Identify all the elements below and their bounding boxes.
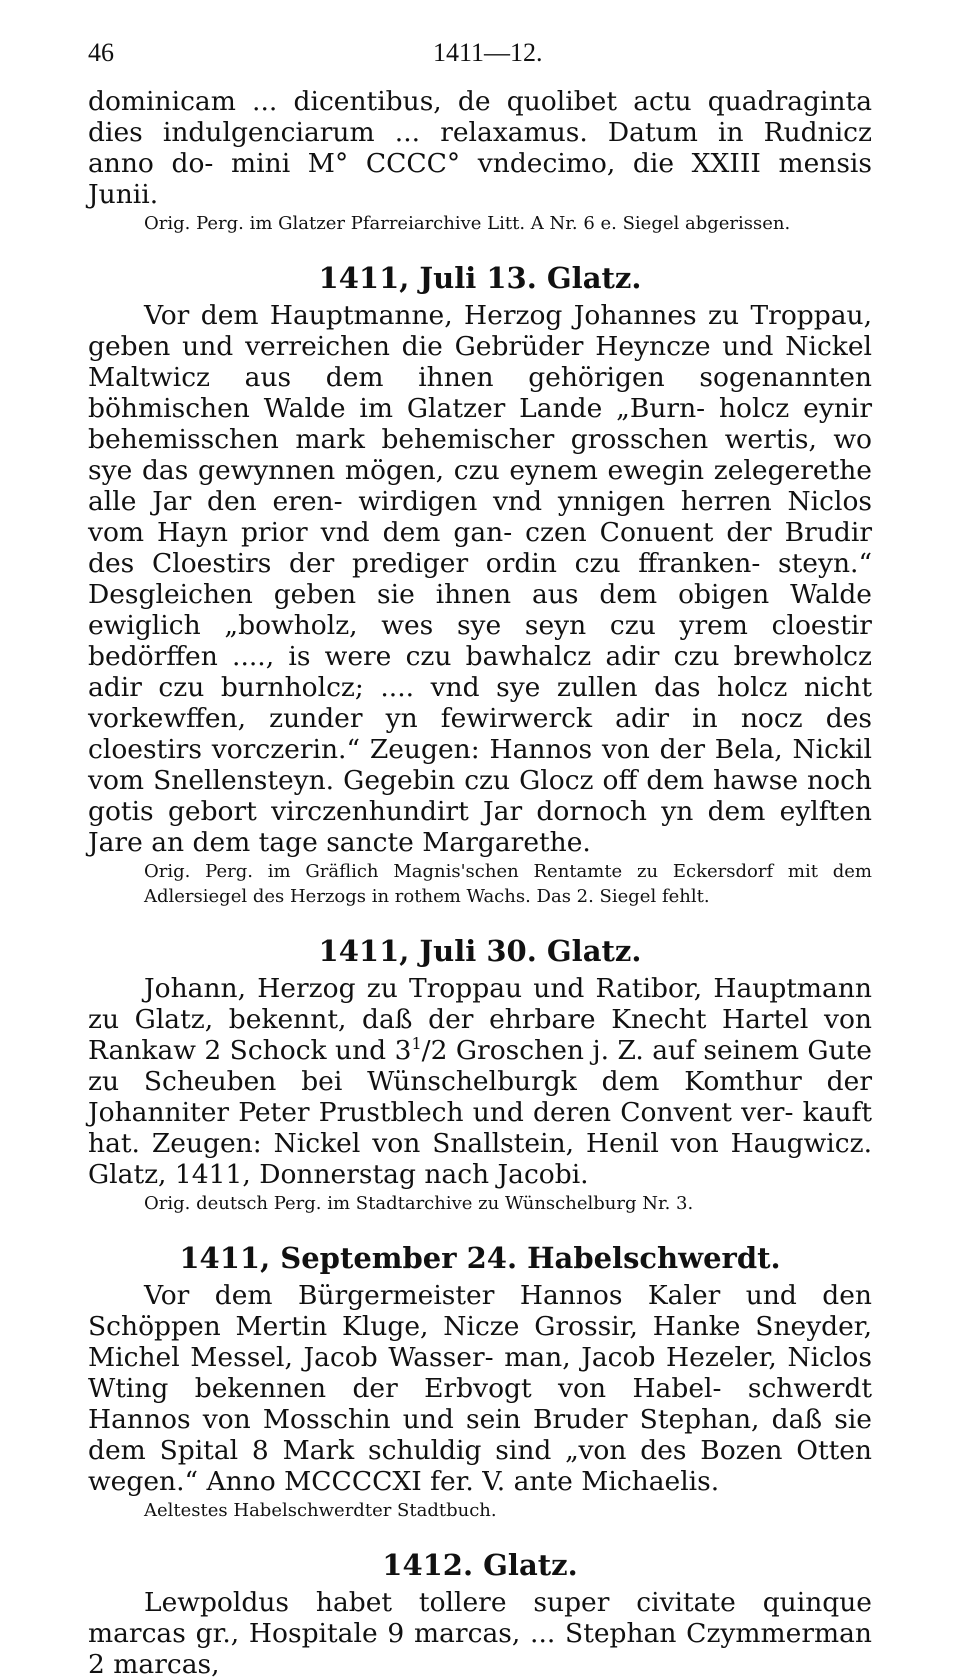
entry-heading: 1411, Juli 13. Glatz. bbox=[318, 261, 642, 295]
fraction-denominator: 2 bbox=[430, 1035, 448, 1066]
entry-1411-september bbox=[88, 1241, 872, 1523]
text-line: bekennt, daß der ehrbare Knecht Hartel von Rankaw 2 Schock und bbox=[88, 1004, 872, 1066]
entry-paragraph bbox=[88, 973, 872, 1190]
entry-1411-july-13 bbox=[88, 261, 872, 909]
text-line: holcz eynir behemisschen mark behemischer grosschen wertis, wo sye bbox=[88, 393, 872, 486]
text-line: dominicam ... dicentibus, de quolibet actu quadraginta dies bbox=[88, 86, 872, 148]
text-line: verreichen die Gebrüder Heyncze und Nickel Maltwicz aus dem ihnen bbox=[88, 331, 872, 393]
entry-heading: 1412. Glatz. bbox=[382, 1548, 578, 1582]
text-line: das gewynnen mögen, czu eynem ewegin zelegerethe alle Jar den eren- bbox=[88, 455, 872, 517]
text-line: wirdigen vnd ynnigen herren Niclos vom Hayn prior vnd dem gan- bbox=[88, 486, 872, 548]
text-line: man, Jacob Hezeler, Niclos Wting bekennen der Erbvogt von Habel- bbox=[88, 1342, 872, 1404]
source-note: Aeltestes Habelschwerdter Stadtbuch. bbox=[144, 1500, 497, 1521]
entry-1411-july-30 bbox=[88, 934, 872, 1216]
page-header bbox=[88, 34, 872, 78]
text-line: mini M° CCCC° vndecimo, die XXIII mensis Junii. bbox=[88, 148, 872, 210]
source-note: Orig. Perg. im Gräflich Magnis'schen Rentamte zu Eckersdorf mit dem Adlersiegel des Herzogs in rothem Wachs. Das 2. Siegel fehlt. bbox=[144, 861, 872, 907]
text-line: MCCCCXI fer. V. ante Michaelis. bbox=[284, 1466, 720, 1497]
entry-paragraph bbox=[88, 1587, 872, 1680]
entry-paragraph bbox=[88, 86, 872, 210]
text-line: Johann, Herzog zu Troppau und Ratibor, Hauptmann zu Glatz, bbox=[88, 973, 872, 1035]
entry-heading: 1411, September 24. Habelschwerdt. bbox=[179, 1241, 781, 1275]
text-line: Kluge, Nicze Grossir, Hanke Sneyder, Michel Messel, Jacob Wasser- bbox=[88, 1311, 872, 1373]
text-line: Lewpoldus habet tollere super civitate quinque marcas bbox=[88, 1587, 872, 1649]
text-line: virczenhundirt Jar dornoch yn dem eylften Jare an dem tage sancte bbox=[88, 796, 872, 858]
text-line: „bowholz, wes sye seyn czu yrem cloestir bedörffen ...., is were czu bbox=[88, 610, 872, 672]
text-line: indulgenciarum ... relaxamus. Datum in Rudnicz anno do- bbox=[88, 117, 872, 179]
entry-paragraph bbox=[88, 300, 872, 858]
document-page bbox=[88, 34, 872, 1680]
text-line: Margarethe. bbox=[422, 827, 591, 858]
entry-heading: 1411, Juli 30. Glatz. bbox=[318, 934, 642, 968]
page-number: 46 bbox=[88, 38, 114, 67]
text-line: schwerdt Hannos von Mosschin und sein Bruder Stephan, daß sie dem bbox=[88, 1373, 872, 1466]
text-line: gehörigen sogenannten böhmischen Walde im Glatzer Lande „Burn- bbox=[88, 362, 872, 424]
text-line: Snellensteyn. Gegebin czu Glocz off dem hawse noch gotis gebort bbox=[88, 765, 872, 827]
text-line: Vor dem Bürgermeister Hannos Kaler und den Schöppen Mertin bbox=[88, 1280, 872, 1342]
text-line: steyn.“ Desgleichen geben sie ihnen aus dem obigen Walde ewiglich bbox=[88, 548, 872, 641]
fraction-value: $3^1/2$ bbox=[394, 1034, 448, 1066]
entry-1411-june bbox=[88, 86, 872, 236]
text-line: 1411, Donnerstag nach Jacobi. bbox=[174, 1159, 589, 1190]
text-line: Spital 8 Mark schuldig sind „von des Bozen Otten wegen.“ Anno bbox=[88, 1435, 872, 1497]
entry-1412 bbox=[88, 1548, 872, 1680]
fraction-whole: 3 bbox=[394, 1035, 412, 1066]
text-line: das holcz nicht vorkewffen, zunder yn fewirwerck adir in nocz des bbox=[88, 672, 872, 734]
text-line: czen Conuent der Brudir des Cloestirs der prediger ordin czu ffranken- bbox=[88, 517, 872, 579]
text-line: dem Komthur der Johanniter Peter Prustblech und deren Convent ver- bbox=[88, 1066, 872, 1128]
text-line: gr., Hospitale 9 marcas, ... Stephan Czymmerman 2 marcas, bbox=[88, 1618, 872, 1680]
text-line: kauft hat. Zeugen: Nickel von Snallstein, Henil von Haugwicz. Glatz, bbox=[88, 1097, 872, 1190]
text-line: bawhalcz adir czu brewholcz adir czu burnholcz; .... vnd sye zullen bbox=[88, 641, 872, 703]
text-line: cloestirs vorczerin.“ Zeugen: Hannos von der Bela, Nickil vom bbox=[88, 734, 872, 796]
text-line: Vor dem Hauptmanne, Herzog Johannes zu Troppau, geben und bbox=[88, 300, 872, 362]
source-note: Orig. Perg. im Glatzer Pfarreiarchive Litt. A Nr. 6 e. Siegel abgerissen. bbox=[144, 213, 791, 234]
text-line: Groschen j. Z. auf seinem Gute zu Scheuben bei Wünschelburgk bbox=[88, 1035, 872, 1097]
source-note: Orig. deutsch Perg. im Stadtarchive zu Wünschelburg Nr. 3. bbox=[144, 1193, 694, 1214]
running-head: 1411—12. bbox=[433, 38, 543, 67]
entry-paragraph bbox=[88, 1280, 872, 1497]
fraction-numerator: 1 bbox=[411, 1034, 422, 1054]
